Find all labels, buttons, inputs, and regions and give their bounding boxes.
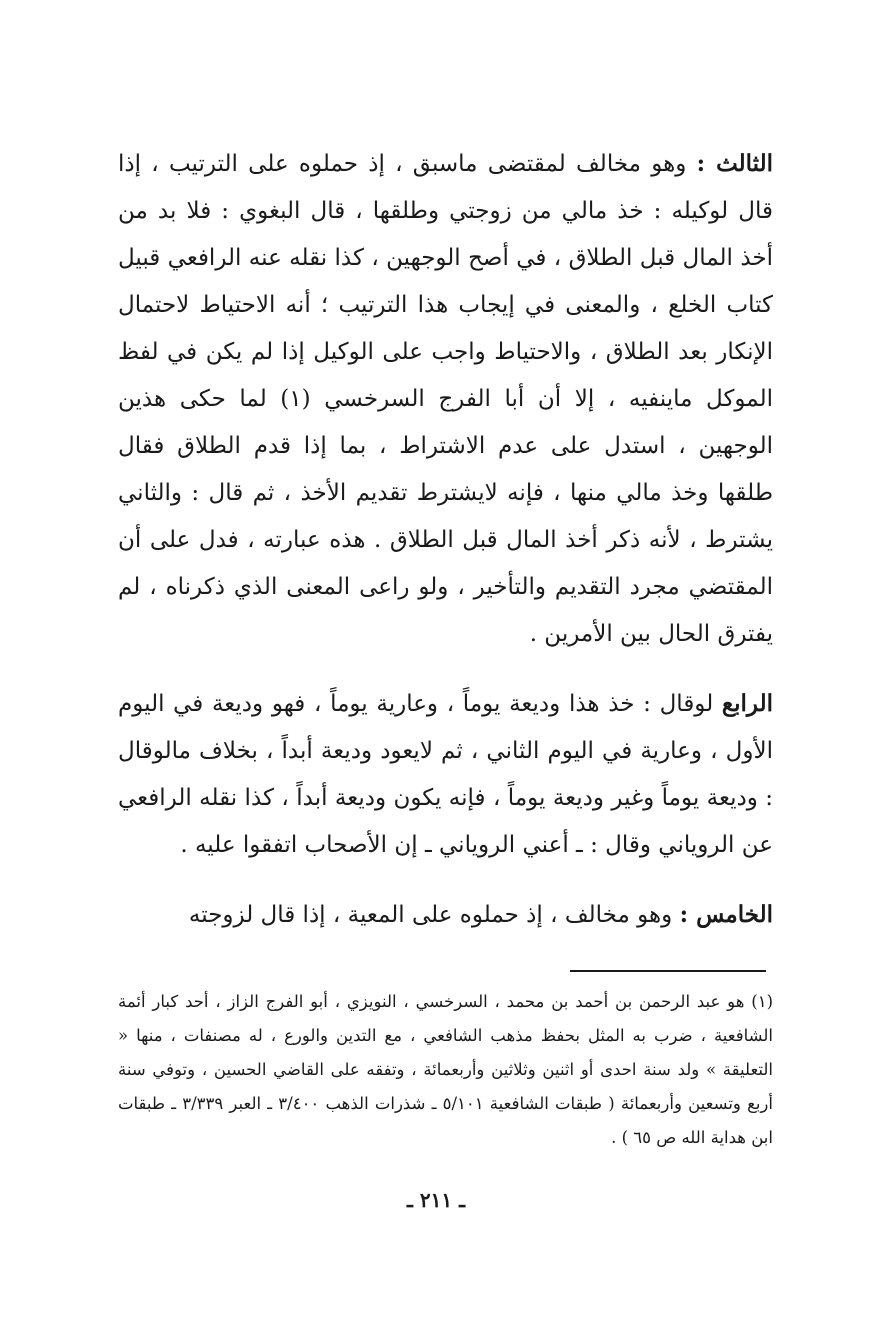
footnote: (١) هو عبد الرحمن بن أحمد بن محمد ، السرخسي ، النويزي ، أبو الفرج الزاز ، أحد كبار أئمة الشافعية ، ضرب به المثل بحفظ مذهب الشافعي ، مع التدين والورع ، له مصنفات ، منها « التعليقة » ولد سنة احدى أو اثنين وثلاثين وأربعمائة ، وتفقه على القاضي الحسين ، وتوفي سنة أربع وتسعين وأربعمائة ( طبقات الشافعية ٥/١٠١ ـ شذرات الذهب ٣/٤٠٠ ـ العبر ٣/٣٣٩ ـ طبقات ابن هداية الله ص ٦٥ ) .	[118, 992, 773, 1147]
paragraph-fourth	[118, 680, 773, 869]
paragraph-lead: الخامس :	[679, 901, 773, 928]
page-number: ـ ٢١١ ـ	[407, 1188, 465, 1212]
paragraph-text: وهو مخالف ، إذ حملوه على المعية ، إذا قال لزوجته	[188, 902, 680, 928]
paragraph-third	[118, 140, 773, 658]
paragraph-text: وهو مخالف لمقتضى ماسبق ، إذ حملوه على الترتيب ، إذا قال لوكيله : خذ مالي من زوجتي وطلقها ، قال البغوي : فلا بد من أخذ المال قبل الطلاق ، في أصح الوجهين ، كذا نقله عنه الرافعي قبيل كتاب الخلع ، والمعنى في إيجاب هذا الترتيب ؛ أنه الاحتياط لاحتمال الإنكار بعد الطلاق ، والاحتياط واجب على الوكيل إذا لم يكن في لفظ الموكل ماينفيه ، إلا أن أبا الفرج السرخسي (١) لما حكى هذين الوجهين ، استدل على عدم الاشتراط ، بما إذا قدم الطلاق فقال طلقها وخذ مالي منها ، فإنه لايشترط تقديم الأخذ ، ثم قال : والثاني يشترط ، لأنه ذكر أخذ المال قبل الطلاق . هذه عبارته ، فدل على أن المقتضي مجرد التقديم والتأخير ، ولو راعى المعنى الذي ذكرناه ، لم يفترق الحال بين الأمرين .	[118, 151, 773, 647]
footnote-divider	[570, 970, 766, 972]
paragraph-lead: الرابع	[721, 690, 773, 717]
paragraph-fifth	[118, 891, 773, 939]
paragraph-text: لوقال : خذ هذا وديعة يوماً ، وعارية يوماً ، فهو وديعة في اليوم الأول ، وعارية في اليوم الثاني ، ثم لايعود وديعة أبداً ، بخلاف مالوقال : وديعة يوماً وغير وديعة يوماً ، فإنه يكون وديعة أبداً ، كذا نقله الرافعي عن الروياني وقال : ـ أعني الروياني ـ إن الأصحاب اتفقوا عليه .	[118, 691, 773, 858]
main-text	[118, 140, 773, 939]
paragraph-lead: الثالث :	[696, 150, 774, 177]
